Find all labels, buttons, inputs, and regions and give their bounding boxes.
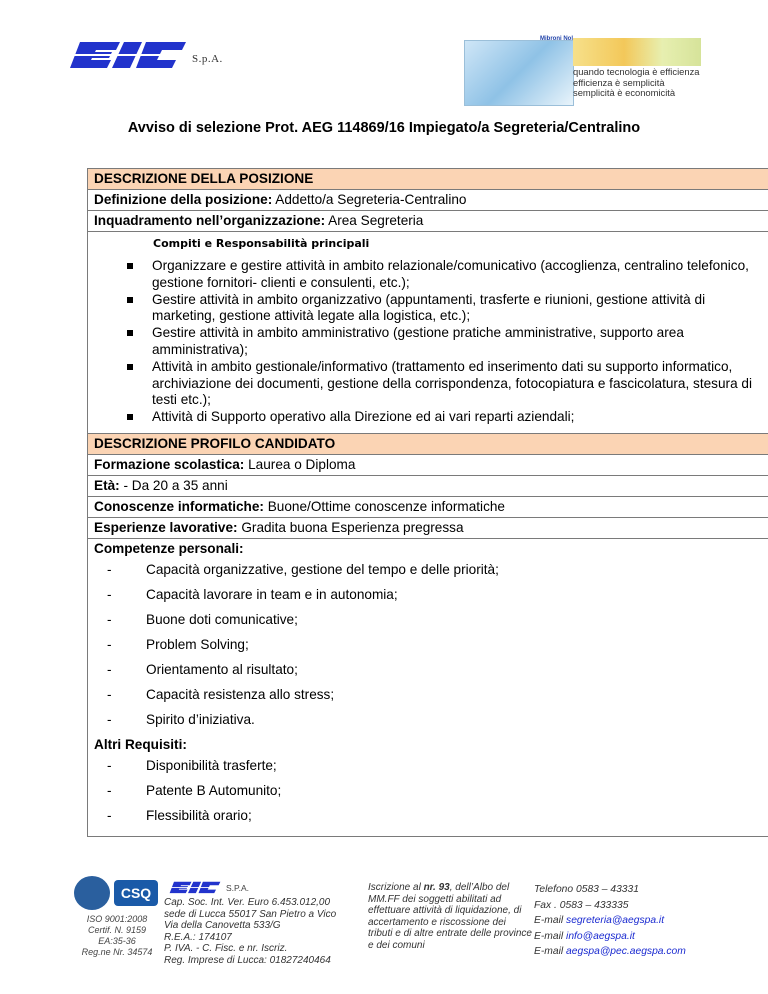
email-label: E-mail bbox=[534, 915, 567, 926]
banner-sunflower-image bbox=[573, 38, 701, 66]
education-label: Formazione scolastica: bbox=[94, 456, 245, 472]
email-label: E-mail bbox=[534, 946, 567, 957]
experience-value: Gradita buona Esperienza pregressa bbox=[237, 519, 464, 535]
list-item: - Spirito d’iniziativa. bbox=[107, 711, 255, 727]
tagline-line: efficienza è semplicità bbox=[573, 76, 665, 88]
tasks-list bbox=[94, 258, 768, 426]
age-label: Età: bbox=[94, 477, 120, 493]
registry-text: , dell’Albo del MM.FF dei soggetti abilitati ad effettuare attività di liquidazione, di accertamento e riscossione dei tributi e di altre entrate delle province e dei comuni bbox=[368, 882, 532, 951]
address-line: R.E.A.: 174107 bbox=[164, 931, 232, 943]
skill-text: Orientamento al risultato; bbox=[146, 661, 298, 677]
definition-label: Definizione della posizione: bbox=[94, 192, 273, 207]
experience-label: Esperienze lavorative: bbox=[94, 519, 238, 535]
requirement-text: Disponibilità trasferte; bbox=[146, 757, 277, 773]
list-item: - Capacità lavorare in team e in autonomia; bbox=[107, 586, 398, 602]
bullet-icon bbox=[127, 297, 133, 303]
bullet-icon bbox=[127, 414, 133, 420]
registry-number: nr. 93 bbox=[423, 882, 450, 893]
list-item: - Capacità organizzative, gestione del tempo e delle priorità; bbox=[107, 561, 499, 577]
skill-text: Capacità organizzative, gestione del tempo e delle priorità; bbox=[146, 561, 499, 577]
certification-logos bbox=[74, 876, 160, 910]
banner-image bbox=[464, 40, 574, 106]
footer-company-logo bbox=[166, 880, 224, 894]
cert-line: EA:35-36 bbox=[98, 936, 136, 946]
certification-text bbox=[72, 914, 162, 958]
education-row bbox=[88, 454, 768, 475]
registry-prefix: Iscrizione al bbox=[368, 882, 424, 893]
definition-value: Addetto/a Segreteria-Centralino bbox=[272, 192, 467, 207]
tagline-line: semplicità è economicità bbox=[573, 87, 676, 98]
address-line: sede di Lucca 55017 San Pietro a Vico bbox=[164, 908, 337, 920]
list-item: - Capacità resistenza allo stress; bbox=[107, 686, 335, 702]
footer-contacts bbox=[534, 882, 686, 960]
tasks-cell bbox=[88, 232, 768, 434]
footer-company-suffix: S.P.A. bbox=[226, 883, 249, 893]
address-line: P. IVA. - C. Fisc. e nr. Iscriz. bbox=[164, 943, 288, 954]
banner-brand: Mibroni Nol bbox=[540, 36, 573, 42]
skill-text: Problem Solving; bbox=[146, 636, 249, 652]
experience-row bbox=[88, 517, 768, 538]
phone-number: Telefono 0583 – 43331 bbox=[534, 884, 639, 895]
other-requirements-label: Altri Requisiti: bbox=[94, 736, 187, 752]
cert-line: Certif. N. 9159 bbox=[87, 925, 147, 935]
definition-row bbox=[88, 190, 768, 211]
task-text: Gestire attività in ambito amministrativo (gestione pratiche amministrative, supporto area amministrativa); bbox=[152, 325, 684, 357]
it-skills-row bbox=[88, 496, 768, 517]
fax-number: Fax . 0583 – 433335 bbox=[534, 899, 629, 911]
address-line: Reg. Imprese di Lucca: 01827240464 bbox=[164, 954, 331, 966]
skill-text: Spirito d’iniziativa. bbox=[146, 711, 255, 727]
iqnet-logo-icon bbox=[74, 876, 110, 910]
personal-skills-cell bbox=[88, 538, 768, 836]
email-label: E-mail bbox=[534, 930, 567, 942]
education-value: Laurea o Diploma bbox=[244, 456, 356, 472]
organization-value: Area Segreteria bbox=[325, 213, 424, 228]
list-item bbox=[152, 409, 768, 426]
job-description-table bbox=[87, 168, 768, 837]
requirement-text: Flessibilità orario; bbox=[146, 807, 252, 823]
list-item: - Patente B Automunito; bbox=[107, 782, 282, 798]
list-item bbox=[152, 292, 768, 326]
certification-block bbox=[72, 876, 162, 958]
footer-registry-note bbox=[368, 882, 533, 951]
skill-text: Capacità lavorare in team e in autonomia; bbox=[146, 586, 398, 602]
tagline-line: quando tecnologia è efficienza bbox=[573, 66, 700, 77]
list-item: - Buone doti comunicative; bbox=[107, 611, 298, 627]
list-item bbox=[152, 258, 768, 292]
task-text: Gestire attività in ambito organizzativo (appuntamenti, trasferte e riunioni, gestione attività di marketing, gestione attività legate alla logistica, etc.); bbox=[152, 291, 706, 324]
bullet-icon bbox=[127, 263, 133, 269]
address-line: Via della Canovetta 533/G bbox=[164, 920, 281, 931]
list-item bbox=[152, 325, 768, 359]
address-line: Cap. Soc. Int. Ver. Euro 6.453.012,00 bbox=[164, 897, 331, 908]
banner-tagline bbox=[573, 67, 700, 99]
age-row bbox=[88, 475, 768, 496]
email-line bbox=[534, 944, 686, 960]
list-item: - Problem Solving; bbox=[107, 636, 249, 652]
other-requirements-list bbox=[94, 758, 768, 823]
list-item bbox=[152, 359, 768, 409]
age-value: - Da 20 a 35 anni bbox=[119, 477, 228, 493]
document-title: Avviso di selezione Prot. AEG 114869/16 Impiegato/a Segreteria/Centralino bbox=[127, 120, 641, 136]
email-link[interactable]: info@aegspa.it bbox=[566, 930, 635, 942]
list-item: - Flessibilità orario; bbox=[107, 807, 252, 823]
cert-line: ISO 9001:2008 bbox=[86, 914, 148, 924]
email-link[interactable]: segreteria@aegspa.it bbox=[566, 915, 665, 926]
skill-text: Buone doti comunicative; bbox=[146, 611, 298, 627]
task-text: Attività in ambito gestionale/informativo (trattamento ed inserimento dati su supporto informatico, archiviazione dei documenti, gestione della corrispondenza, fotocopiatura e fascicolatura, stesura di testi etc.); bbox=[152, 358, 752, 408]
cert-line: Reg.ne Nr. 34574 bbox=[81, 947, 153, 957]
it-skills-value: Buone/Ottime conoscenze informatiche bbox=[263, 498, 505, 514]
company-logo bbox=[66, 38, 190, 70]
csq-logo-icon: CSQ bbox=[114, 880, 158, 906]
it-skills-label: Conoscenze informatiche: bbox=[94, 498, 264, 514]
organization-label: Inquadramento nell’organizzazione: bbox=[94, 213, 326, 228]
tasks-title: Compiti e Responsabilità principali bbox=[153, 237, 370, 250]
organization-row bbox=[88, 211, 768, 232]
bullet-icon bbox=[127, 364, 133, 370]
task-text: Attività di Supporto operativo alla Direzione ed ai vari reparti aziendali; bbox=[152, 409, 575, 425]
position-header: DESCRIZIONE DELLA POSIZIONE bbox=[88, 169, 768, 190]
email-line bbox=[534, 929, 686, 945]
requirement-text: Patente B Automunito; bbox=[146, 782, 282, 798]
company-suffix: S.p.A. bbox=[192, 53, 223, 65]
profile-header: DESCRIZIONE PROFILO CANDIDATO bbox=[88, 433, 768, 454]
list-item: - Disponibilità trasferte; bbox=[107, 757, 277, 773]
email-link[interactable]: aegspa@pec.aegspa.com bbox=[566, 946, 686, 957]
personal-skills-list bbox=[94, 562, 768, 727]
bullet-icon bbox=[127, 330, 133, 336]
email-line bbox=[534, 913, 686, 929]
personal-skills-label: Competenze personali: bbox=[94, 540, 244, 556]
list-item: - Orientamento al risultato; bbox=[107, 661, 298, 677]
skill-text: Capacità resistenza allo stress; bbox=[146, 686, 335, 702]
task-text: Organizzare e gestire attività in ambito relazionale/comunicativo (accoglienza, centralino telefonico, gestione fornitori- clienti e consulenti, etc.); bbox=[152, 258, 749, 290]
footer-address bbox=[164, 897, 336, 966]
